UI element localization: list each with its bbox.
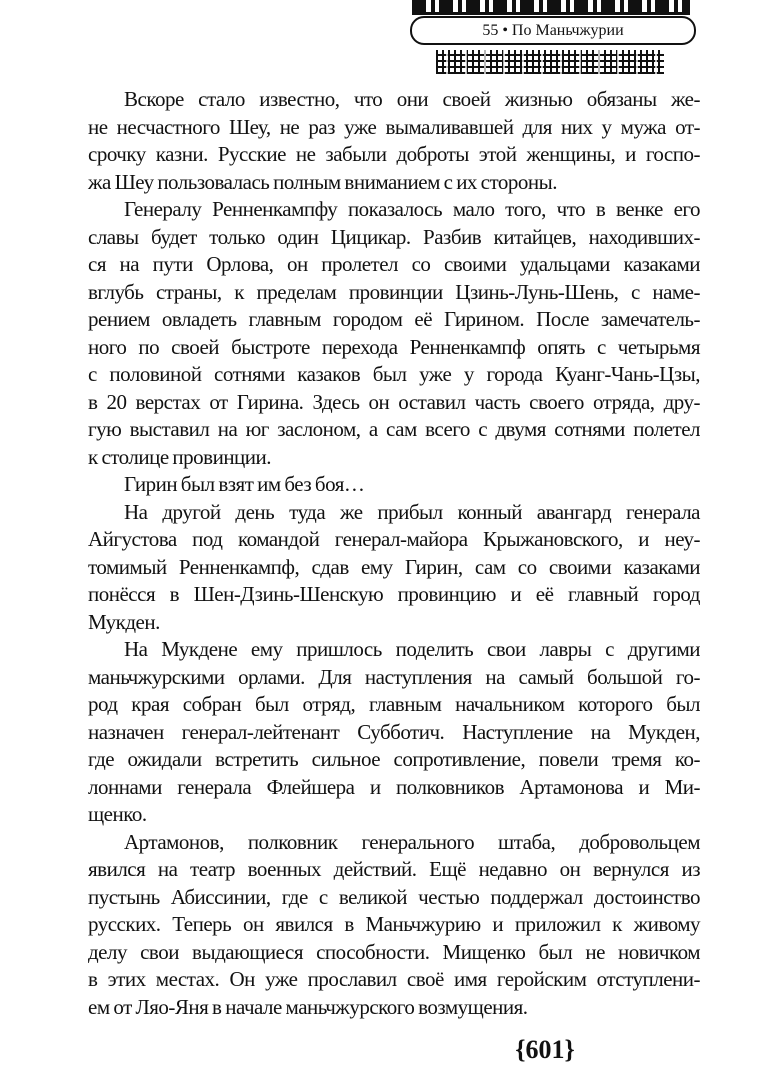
body-text: [88, 86, 700, 1021]
text-line: томимый Ренненкампф, сдав ему Гирин, сам со своими казаками: [88, 554, 700, 579]
header-meander-ornament-overlay: [436, 50, 664, 74]
paragraph: [88, 829, 700, 1022]
text-line: рением овладеть главным городом её Гирином. После замечатель-: [88, 307, 700, 331]
text-line: с половиной сотнями казаков был уже у города Куанг-Чань-Цзы,: [88, 362, 700, 386]
text-line: понёсся в Шен-Дзинь-Шенскую провинцию и её главный город: [88, 582, 700, 606]
text-line: назначен генерал-лейтенант Субботич. Наступление на Мукден,: [88, 719, 700, 744]
running-header: [410, 16, 696, 45]
text-line: где ожидали встретить сильное сопротивление, повели тремя ко-: [88, 747, 700, 771]
text-line: пустынь Абиссинии, где с великой честью поддержал достоинство: [88, 884, 700, 909]
text-line: явился на театр военных действий. Ещё недавно он вернулся из: [88, 857, 700, 881]
text-line: На другой день туда же прибыл конный авангард генерала: [124, 499, 700, 524]
text-line: срочку казни. Русские не забыли доброты этой женщины, и госпо-: [88, 142, 700, 166]
text-line: делу свои выдающиеся способности. Мищенко был не новичком: [88, 939, 700, 964]
text-line: гую выставил на юг заслоном, а сам всего с двумя сотнями полетел: [88, 417, 700, 441]
text-line: не несчастного Шеу, не раз уже вымаливавшей для них у мужа от-: [88, 114, 700, 139]
text-line: Артамонов, полковник генерального штаба, добровольцем: [124, 829, 700, 854]
text-line: Генералу Ренненкампфу показалось мало того, что в венке его: [124, 197, 700, 221]
text-line: Мукден.: [88, 609, 160, 634]
text-line: щенко.: [88, 802, 147, 826]
text-line: маньчжурскими орлами. Для наступления на самый большой го-: [88, 664, 700, 689]
text-line: русских. Теперь он явился в Маньчжурию и приложил к живому: [88, 912, 700, 936]
text-line: Айгустова под командой генерал-майора Крыжановского, и неу-: [88, 527, 700, 551]
text-line: лоннами генерала Флейшера и полковников Артамонова и Ми-: [88, 774, 700, 799]
text-line: вглубь страны, к пределам провинции Цзинь-Лунь-Шень, с наме-: [88, 279, 700, 304]
text-line: в 20 верстах от Гирина. Здесь он оставил часть своего отряда, дру-: [88, 389, 700, 414]
paragraph: [88, 636, 700, 829]
text-line: ем от Ляо-Яня в начале маньчжурского возмущения.: [88, 994, 528, 1019]
text-line: славы будет только один Цицикар. Разбив китайцев, находивших-: [88, 224, 700, 249]
text-line: На Мукдене ему пришлось поделить свои лавры с другими: [124, 637, 700, 661]
text-line: ся на пути Орлова, он пролетел со своими удальцами казаками: [88, 252, 700, 276]
paragraph: [88, 86, 700, 196]
text-line: Гирин был взят им без боя…: [124, 472, 365, 496]
running-title: 55 • По Маньчжурии: [482, 21, 624, 39]
page-number: {601}: [515, 1035, 575, 1064]
text-line: жа Шеу пользовалась полным вниманием с их стороны.: [88, 169, 557, 194]
text-line: в этих местах. Он уже прославил своё имя геройским отступлени-: [88, 967, 700, 991]
text-line: к столице провинции.: [88, 444, 272, 469]
text-line: Вскоре стало известно, что они своей жизнью обязаны же-: [124, 87, 700, 111]
paragraph: [88, 196, 700, 471]
paragraph: [88, 499, 700, 637]
text-line: род края собран был отряд, главным начальником которого был: [88, 692, 700, 716]
text-line: ного по своей быстроте перехода Ренненкампф опять с четырьмя: [88, 334, 700, 359]
paragraph: [88, 471, 700, 499]
header-ornament-rule: [412, 12, 690, 15]
page-content: [88, 86, 700, 1065]
